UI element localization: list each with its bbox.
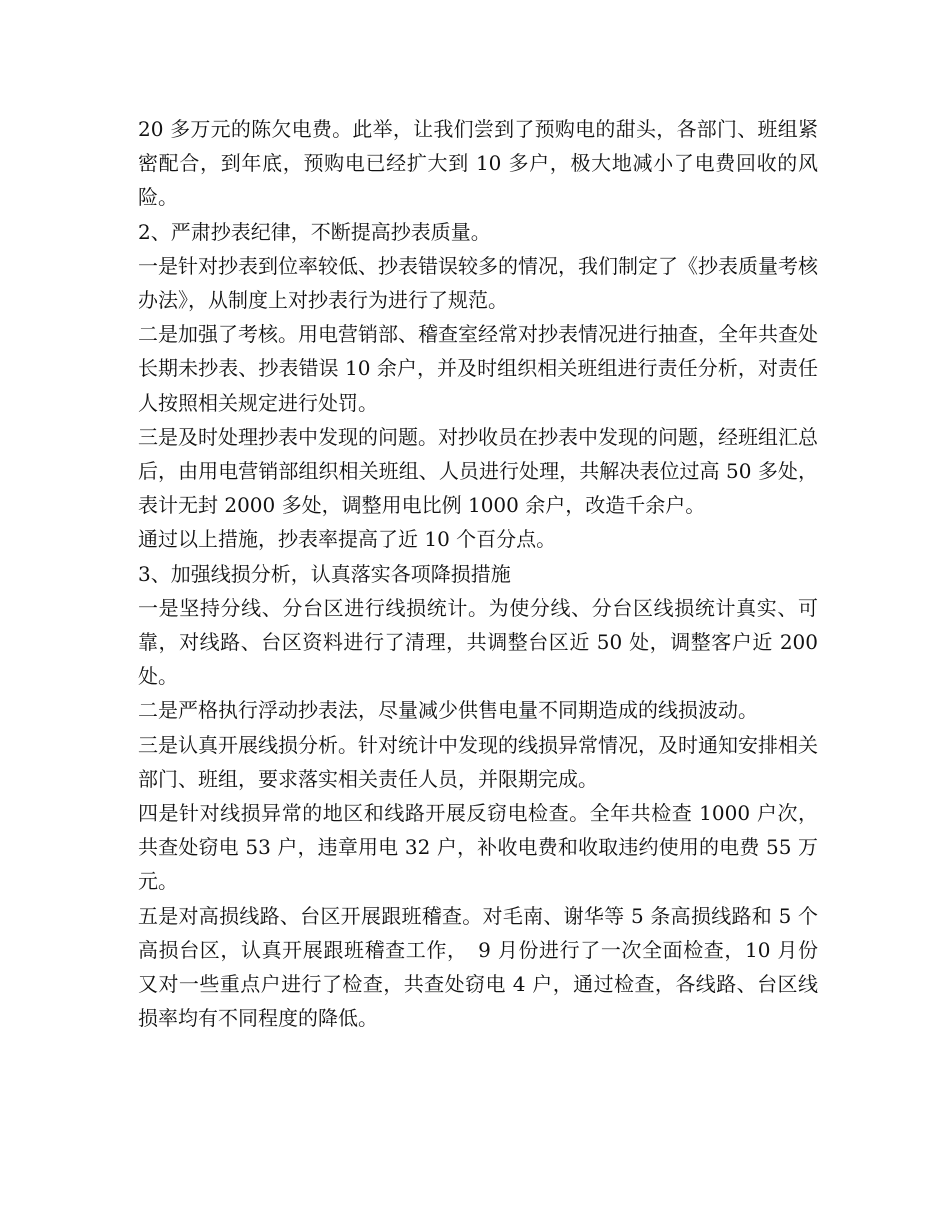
paragraph-reading-rate-result: 通过以上措施，抄表率提高了近 10 个百分点。 <box>138 527 557 552</box>
paragraph-handle-problems: 三是及时处理抄表中发现的问题。对抄收员在抄表中发现的问题，经班组汇总后，由用电营销部组织相关班组、人员进行处理，共解决表位过高 50 多处，表计无封 2000 多处，调整用电比例 1000 余户，改造千余户。 <box>138 424 818 518</box>
paragraph-anti-theft-inspection: 四是针对线损异常的地区和线路开展反窃电检查。全年共检查 1000 户次，共查处窃电 53 户，违章用电 32 户，补收电费和收取违约使用的电费 55 万元。 <box>138 801 818 894</box>
paragraph-follow-up-inspection: 五是对高损线路、台区开展跟班稽查。对毛南、谢华等 5 条高损线路和 5 个高损台区，认真开展跟班稽查工作， 9 月份进行了一次全面检查，10 月份又对一些重点户进行了检查，共查处窃电 4 户，通过检查，各线路、台区线损率均有不同程度的降低。 <box>138 903 818 1031</box>
paragraph-loss-analysis: 三是认真开展线损分析。针对统计中发现的线损异常情况，及时通知安排相关部门、班组，要求落实相关责任人员，并限期完成。 <box>138 732 818 791</box>
paragraph-assessment-method: 一是针对抄表到位率较低、抄表错误较多的情况，我们制定了《抄表质量考核办法》，从制度上对抄表行为进行了规范。 <box>138 253 818 313</box>
document-body <box>138 112 818 1035</box>
paragraph-prepaid-electricity: 20 多万元的陈欠电费。此举，让我们尝到了预购电的甜头，各部门、班组紧密配合，到年底，预购电已经扩大到 10 多户，极大地减小了电费回收的风险。 <box>138 117 818 210</box>
heading-line-loss-analysis: 3、加强线损分析，认真落实各项降损措施 <box>138 561 511 586</box>
paragraph-line-loss-statistics: 一是坚持分线、分台区进行线损统计。为使分线、分台区线损统计真实、可靠，对线路、台区资料进行了清理，共调整台区近 50 处，调整客户近 200 处。 <box>138 595 818 689</box>
paragraph-floating-reading: 二是严格执行浮动抄表法，尽量减少供售电量不同期造成的线损波动。 <box>138 698 758 723</box>
heading-meter-reading-discipline: 2、严肃抄表纪律，不断提高抄表质量。 <box>138 219 491 244</box>
paragraph-strengthen-assessment: 二是加强了考核。用电营销部、稽查室经常对抄表情况进行抽查，全年共查处长期未抄表、抄表错误 10 余户，并及时组织相关班组进行责任分析，对责任人按照相关规定进行处罚。 <box>138 322 818 415</box>
